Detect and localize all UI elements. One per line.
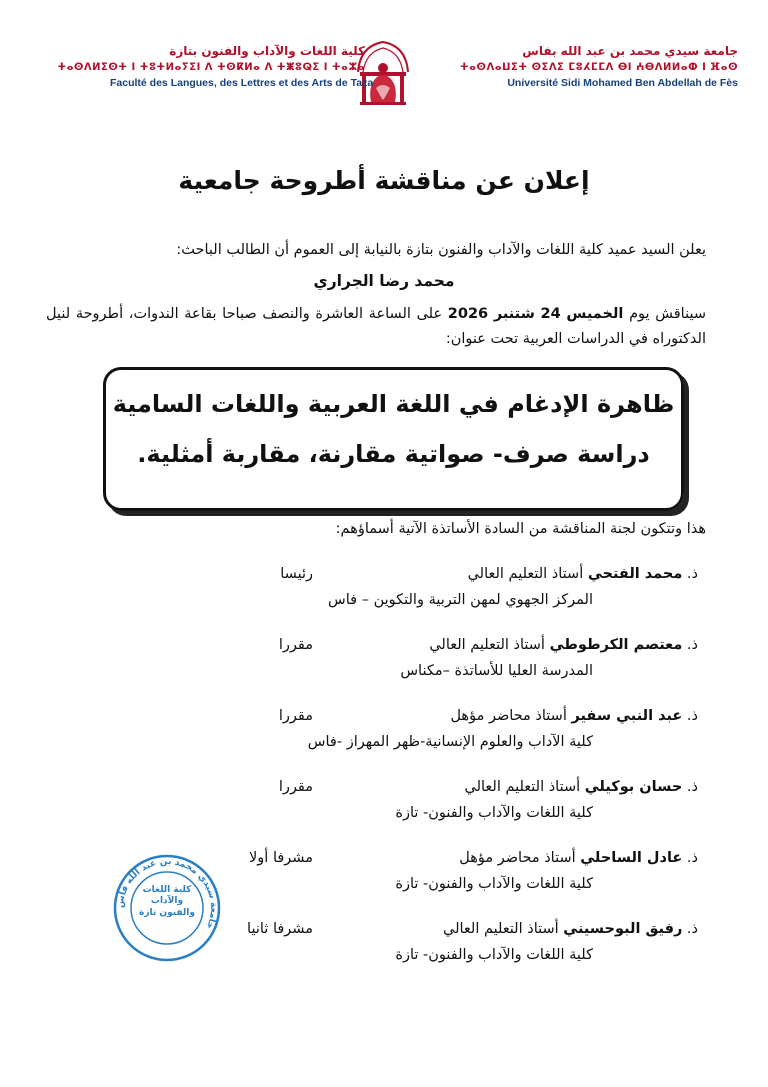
schedule-day: الخميس [566,306,624,322]
member-institution: المركز الجهوي لمهن التربية والتكوين – فاس [328,592,593,608]
member-prefix: ذ. [686,566,698,582]
committee-member [98,779,698,821]
member-name: حسان بوكيلي [584,779,683,795]
schedule-details: على الساعة العاشرة والنصف صباحا بقاعة الندوات، أطروحة لنيل الدكتوراه في الدراسات العربية تحت عنوان: [46,306,706,348]
member-prefix: ذ. [686,637,698,653]
member-prefix: ذ. [686,779,698,795]
stamp-outer-text: جامعة سيدي محمد بن عبد الله فاس [115,856,219,931]
member-institution: كلية الآداب والعلوم الإنسانية-ظهر المهراز -فاس [307,734,593,750]
faculty-stamp-icon [112,853,222,963]
member-title: أستاذ التعليم العالي [429,637,545,653]
schedule-prefix: سيناقش يوم [629,306,706,322]
faculty-name-ar: كلية اللغات والآداب والفنون بتازة [169,44,365,58]
university-header [418,44,738,89]
committee-member [98,708,698,750]
university-name-ar: جامعة سيدي محمد بن عبد الله بفاس [522,44,738,58]
member-title: أستاذ محاضر مؤهل [450,708,567,724]
thesis-title-box [103,367,684,511]
faculty-name-fr: Faculté des Langues, des Lettres et des Arts de Taza [110,77,374,89]
member-title: أستاذ محاضر مؤهل [459,850,576,866]
member-title: أستاذ التعليم العالي [467,566,584,582]
member-title: أستاذ التعليم العالي [464,779,581,795]
member-name: عادل الساحلي [580,850,683,866]
member-prefix: ذ. [686,921,698,937]
faculty-header [57,44,374,89]
schedule-text [46,302,706,353]
schedule-month: شتنبر [493,306,535,322]
university-name-fr: Université Sidi Mohamed Ben Abdellah de Fès [507,77,738,89]
committee-member [98,566,698,608]
thesis-title-line1: ظاهرة الإدغام في اللغة العربية واللغات السامية [112,390,675,418]
member-institution: المدرسة العليا للأساتذة –مكناس [400,663,593,679]
schedule-year: 2026 [447,306,489,322]
member-role: مقررا [278,779,313,795]
schedule-date-number: 24 [540,306,561,322]
intro-text: يعلن السيد عميد كلية اللغات والآداب والفنون بتازة بالنيابة إلى العموم أن الطالب الباحث: [176,242,706,258]
member-role: مشرفا أولا [249,850,313,866]
thesis-title-line2: دراسة صرف- صواتية مقارنة، مقاربة أمثلية. [137,440,650,468]
stamp-inner-text: كلية اللغات والآداب والفنون تازة [139,885,195,918]
announcement-title: إعلان عن مناقشة أطروحة جامعية [178,166,590,195]
university-name-tifinagh: ⵜⴰⵙⴷⴰⵡⵉⵜ ⵙⵉⴷⵉ ⵎⵓⵃⵎⵎⴷ ⴱⵏ ⵄⴱⴷⵍⵍⴰⵀ ⵏ ⴼⴰⵙ [459,62,738,73]
member-name: رفيق البوحسيني [563,921,683,937]
member-institution: كلية اللغات والآداب والفنون- تازة [395,947,593,963]
member-role: رئيسا [280,566,313,582]
committee-member [98,637,698,679]
member-name: عبد النبي سفير [571,708,683,724]
member-name: محمد الفتحي [587,566,683,582]
candidate-name: محمد رضا الجراري [313,272,455,290]
member-name: معتصم الكرطوطي [549,637,683,653]
member-role: مقررا [278,637,313,653]
member-role: مقررا [278,708,313,724]
member-institution: كلية اللغات والآداب والفنون- تازة [395,805,593,821]
committee-intro: هذا وتتكون لجنة المناقشة من السادة الأساتذة الآتية أسماؤهم: [335,521,706,537]
member-role: مشرفا ثانيا [247,921,313,937]
member-prefix: ذ. [686,708,698,724]
member-institution: كلية اللغات والآداب والفنون- تازة [395,876,593,892]
member-prefix: ذ. [686,850,698,866]
faculty-name-tifinagh: ⵜⴰⵙⴷⵍⵉⵙⵜ ⵏ ⵜⵓⵜⵍⴰⵢⵉⵏ ⴷ ⵜⵙⴽⵍⴰ ⴷ ⵜⵥⵓⵕⵉ ⵏ ⵜⴰⵣⴰ [57,62,365,73]
member-title: أستاذ التعليم العالي [443,921,559,937]
